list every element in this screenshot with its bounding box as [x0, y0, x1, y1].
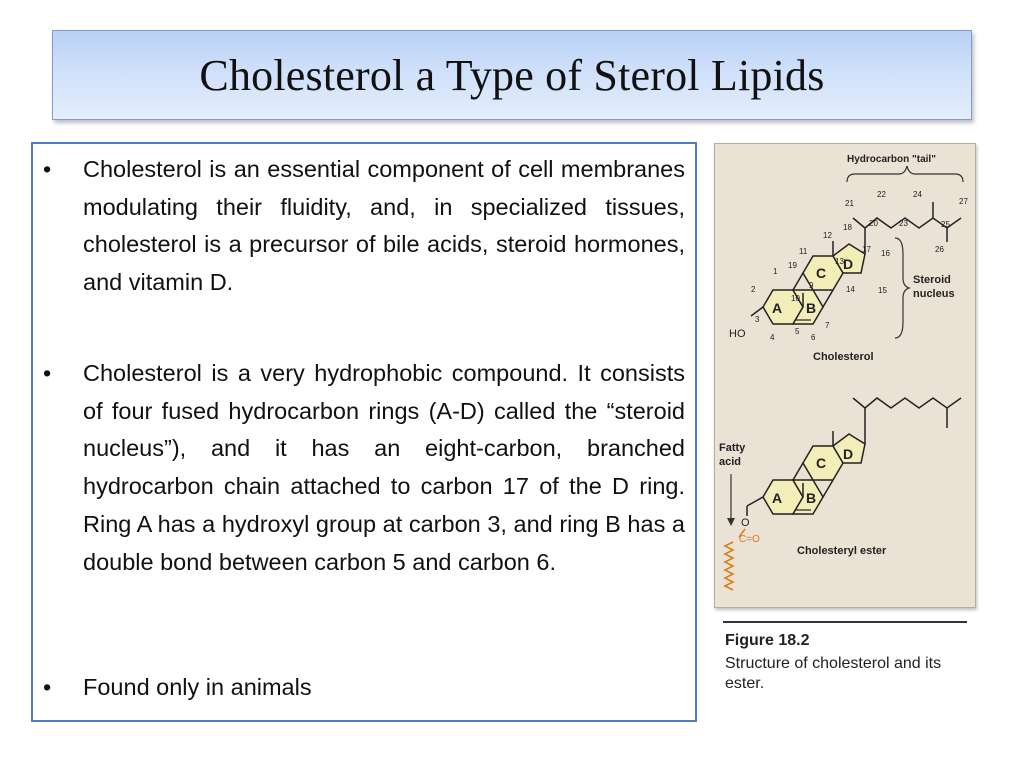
text-content-box: [31, 142, 697, 722]
ring-b-label: B: [806, 490, 817, 506]
carbon-number: 11: [799, 247, 808, 256]
cholesterol-molecule: [729, 154, 968, 363]
carbon-number: 9: [809, 281, 814, 290]
cholesteryl-ester-molecule: [719, 398, 961, 590]
cholesteryl-ester-label: Cholesteryl ester: [797, 545, 887, 557]
ring-d-label: D: [843, 446, 854, 462]
caption-divider: [723, 621, 967, 623]
carbon-number: 13: [835, 257, 844, 266]
bullet-marker: •: [43, 674, 52, 700]
carbon-number: 22: [877, 190, 886, 199]
nucleus-label-2: nucleus: [913, 288, 955, 300]
bullet-item: [43, 669, 685, 707]
carbon-number: 5: [795, 327, 800, 336]
bullet-marker: •: [43, 156, 52, 182]
carbon-number: 26: [935, 245, 944, 254]
fatty-acid-chain: [725, 542, 733, 590]
nucleus-brace: [895, 238, 909, 338]
carbon-number: 27: [959, 197, 968, 206]
fatty-acid-label-2: acid: [719, 456, 742, 468]
bullet-item: [43, 355, 685, 581]
carbon-number: 24: [913, 190, 922, 199]
carbon-number: 1: [773, 267, 778, 276]
nucleus-label-1: Steroid: [913, 274, 951, 286]
tail-label: Hydrocarbon "tail": [847, 154, 936, 165]
ring-a-label: A: [772, 490, 783, 506]
carbon-number: 20: [869, 219, 878, 228]
ring-c-label: C: [816, 265, 827, 281]
ring-a-label: A: [772, 300, 783, 316]
cholesterol-label: Cholesterol: [813, 351, 874, 363]
carbon-number: 21: [845, 199, 854, 208]
slide-title: Cholesterol a Type of Sterol Lipids: [199, 50, 825, 100]
ring-b-label: B: [806, 300, 817, 316]
carbon-number: 3: [755, 315, 760, 324]
carbon-number: 14: [846, 285, 855, 294]
bullet-item: [43, 151, 685, 302]
bullet-text: Cholesterol is an essential component of cell membranes modulating their fluidity, and, in specialized tissues, cholesterol is a precursor of bile acids, steroid hormones, and vitamin D.: [83, 156, 685, 296]
tail-bracket: [847, 166, 963, 182]
carbon-number: 17: [862, 245, 871, 254]
figure-caption-title: Figure 18.2: [725, 632, 810, 649]
cholesterol-structure-diagram: [715, 144, 977, 609]
ester-oxygen-label: O: [741, 517, 750, 529]
carbon-number: 7: [825, 321, 830, 330]
title-banner: [52, 30, 972, 120]
carbon-number: 18: [843, 223, 852, 232]
carbon-number: 16: [881, 249, 890, 258]
bullet-text: Found only in animals: [83, 674, 312, 700]
carbon-number: 19: [788, 261, 797, 270]
arrow-down-icon: [727, 518, 735, 526]
carbon-number: 10: [791, 294, 800, 303]
carbon-number: 4: [770, 333, 775, 342]
carbon-number: 23: [899, 219, 908, 228]
ester-carbonyl-label: C=O: [739, 534, 760, 545]
carbon-number: 25: [941, 220, 950, 229]
bullet-text: Cholesterol is a very hydrophobic compound. It consists of four fused hydrocarbon rings (A-D) called the “steroid nucleus”), and it has an eight-carbon, branched hydrocarbon chain attached to carbon 17 of the D ring. Ring A has a hydroxyl group at carbon 3, and ring B has a double bond between carbon 5 and carbon 6.: [83, 360, 685, 575]
carbon-number: 6: [811, 333, 816, 342]
figure-caption-text: Structure of cholesterol and its ester.: [725, 655, 942, 692]
fatty-acid-label-1: Fatty: [719, 442, 746, 454]
carbon-number: 2: [751, 285, 756, 294]
ho-label: HO: [729, 328, 746, 340]
ring-c-label: C: [816, 455, 827, 471]
figure-panel: [714, 143, 976, 608]
carbon-number: 12: [823, 231, 832, 240]
carbon-number: 15: [878, 286, 887, 295]
ring-d-label: D: [843, 256, 854, 272]
bullet-marker: •: [43, 360, 52, 386]
